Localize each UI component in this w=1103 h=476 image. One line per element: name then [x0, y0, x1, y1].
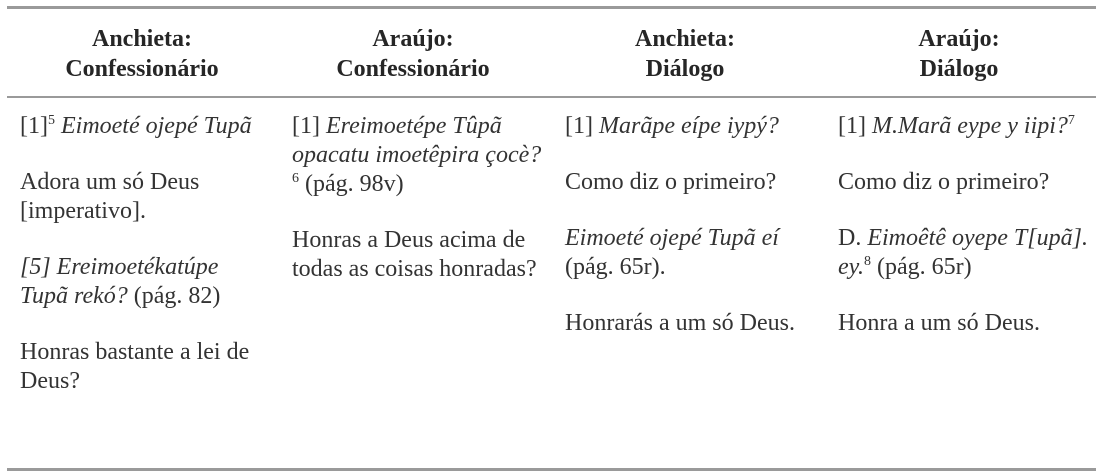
column-araujo-dialogo: [838, 112, 1088, 365]
table-cell: [1] M.Marã eype y iipi?$^7$: [838, 113, 1075, 139]
table-cell: [1] Marãpe eípe iypý?: [565, 113, 779, 139]
column-header-araujo-confessionario: Araújo: Confessionário: [336, 26, 490, 82]
table-cell: $[1]^5$ Eimoeté ojepé Tupã: [20, 113, 252, 139]
column-araujo-confessionario: [292, 112, 542, 311]
table-cell: Eimoeté ojepé Tupã eí (pág. 65r).: [565, 225, 779, 280]
column-header-anchieta-confessionario: Anchieta: Confessionário: [65, 26, 219, 82]
table-cell: Honrarás a um só Deus.: [565, 310, 795, 336]
column-header-araujo-dialogo: Araújo: Diálogo: [918, 26, 1000, 82]
table-cell: D. Eimoêtê oyepe T[upã]. ey.$^8$ (pág. 65r): [838, 225, 1088, 280]
header-separator-rule: [7, 96, 1096, 98]
column-anchieta-confessionario: [20, 112, 270, 423]
table-cell: Como diz o primeiro?: [838, 169, 1050, 195]
table-cell: Adora um só Deus [imperativo].: [20, 169, 200, 224]
table-cell: Honras a Deus acima de todas as coisas honradas?: [292, 227, 537, 282]
column-anchieta-dialogo: [565, 112, 815, 365]
table-cell: Honras bastante a lei de Deus?: [20, 339, 250, 394]
column-header-anchieta-dialogo: Anchieta: Diálogo: [635, 26, 735, 82]
table-cell: Honra a um só Deus.: [838, 310, 1040, 336]
table-top-rule: [7, 6, 1096, 9]
table-cell: Como diz o primeiro?: [565, 169, 777, 195]
table-cell: [5] Ereimoetékatúpe Tupã rekó? (pág. 82): [20, 254, 221, 309]
table-bottom-rule: [7, 468, 1096, 471]
table-cell: [1] Ereimoetépe Tûpã opacatu imoetêpira çocè?$^6$ (pág. 98v): [292, 113, 542, 197]
